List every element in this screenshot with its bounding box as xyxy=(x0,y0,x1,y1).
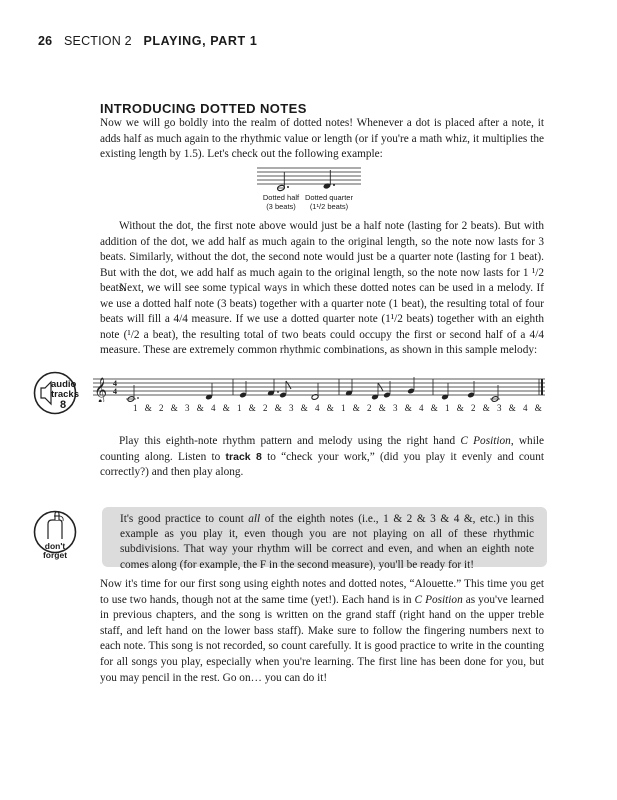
melody-note xyxy=(383,381,391,398)
dotted-half-note xyxy=(277,172,289,192)
melody-note xyxy=(345,379,353,396)
time-signature xyxy=(113,379,117,396)
melody-note xyxy=(205,383,213,400)
melody-note xyxy=(239,381,247,398)
dotted-half-caption: Dotted half (3 beats) xyxy=(262,193,300,211)
melody-note xyxy=(490,385,500,402)
sample-melody-staff xyxy=(93,376,545,402)
dot-explanation-paragraph: Without the dot, the first note above would just be a half note (lasting for 2 beats). But with addition of the dot, we add half as much again to the original length, so the note now lasts for 3 beats. Similarly, without the dot, the second note would just be a quarter note (lasting for 1 beat). But with the dot, we add half as much again to the original length, so the note now lasts for 1 ¹/2 beats. xyxy=(100,220,544,295)
melody-note xyxy=(279,381,291,398)
practice-paragraph: Play this eighth-note rhythm pattern and melody using the right hand C Position, while counting along. Listen to track 8 to “check your work,” (did you play it evenly and count correctly?) and then play along. xyxy=(100,435,544,479)
dont-forget-label: don't forget xyxy=(42,541,68,560)
dotted-quarter-caption: Dotted quarter (1¹/2 beats) xyxy=(305,193,353,211)
counting-syllables: 1 & 2 & 3 & 4 & 1 & 2 & 3 & 4 & 1 & 2 & 3 & 4 & 1 & 2 & 3 & 4 & xyxy=(133,403,542,413)
svg-text:4: 4 xyxy=(113,387,117,396)
intro-paragraph: Now we will go boldly into the realm of dotted notes! Whenever a dot is placed after a note, it adds half as much again to the rhythmic value or length (or if you're a math whiz, it multiplies the existing length by 1.5). Let's check out the following example: xyxy=(100,117,544,161)
tip-text: It's good practice to count all of the eighth notes (i.e., 1 & 2 & 3 & 4 &, etc.) in this example as you play it, even though you are not playing on all of these rhythmic subdivisions. That way your rhythm will be correct and even, and when an eighth note comes along (for example, the F in the second measure), you'll be ready for it! xyxy=(120,513,534,571)
melody-note xyxy=(126,385,139,402)
melody-note xyxy=(467,381,475,398)
melody-note xyxy=(311,383,319,400)
alouette-intro-paragraph: Now it's time for our first song using eighth notes and dotted notes, “Alouette.” This time you get to use two hands, though not at the same time (yet!). Each hand is in C Position as you've learned in previous chapters, and the song is written on the grand staff (right hand on the upper treble staff, and left hand on the lower bass staff). Make sure to follow the fingering numbers next to each note. This song is not recorded, so count carefully. It is good practice to write in the counting for all songs you play, especially when you're learning. The first line has been done for you, but you may pencil in the rest. Go on… you can do it! xyxy=(100,578,544,684)
melody-note xyxy=(267,379,279,396)
melody-note xyxy=(407,377,415,394)
typical-uses-paragraph: Next, we will see some typical ways in which these dotted notes can be used in a melody. If we use a dotted half note (3 beats) together with a quarter note (1 beat), the resulting total of four beats will fill a 4/4 measure. If we use a dotted quarter note (1¹/2 beats) together with an eighth note (¹/2 a beat), the resulting total of two beats could occupy the first or second half of a 4/4 measure. These are extremely common rhythmic combinations, as shown in this sample melody: xyxy=(100,282,544,357)
svg-text:4: 4 xyxy=(113,379,117,388)
melody-note xyxy=(441,383,449,400)
page-number: 26 xyxy=(38,34,53,48)
treble-clef-icon: 𝄞 xyxy=(94,378,108,402)
running-header xyxy=(38,34,257,48)
section-heading: INTRODUCING DOTTED NOTES xyxy=(100,101,307,116)
audio-tracks-label: audio tracks 8 xyxy=(51,379,79,411)
section-label: SECTION 2 xyxy=(64,34,132,48)
melody-note xyxy=(371,383,383,400)
dotted-notes-example-staff xyxy=(257,166,361,194)
section-title: PLAYING, PART 1 xyxy=(143,34,258,48)
